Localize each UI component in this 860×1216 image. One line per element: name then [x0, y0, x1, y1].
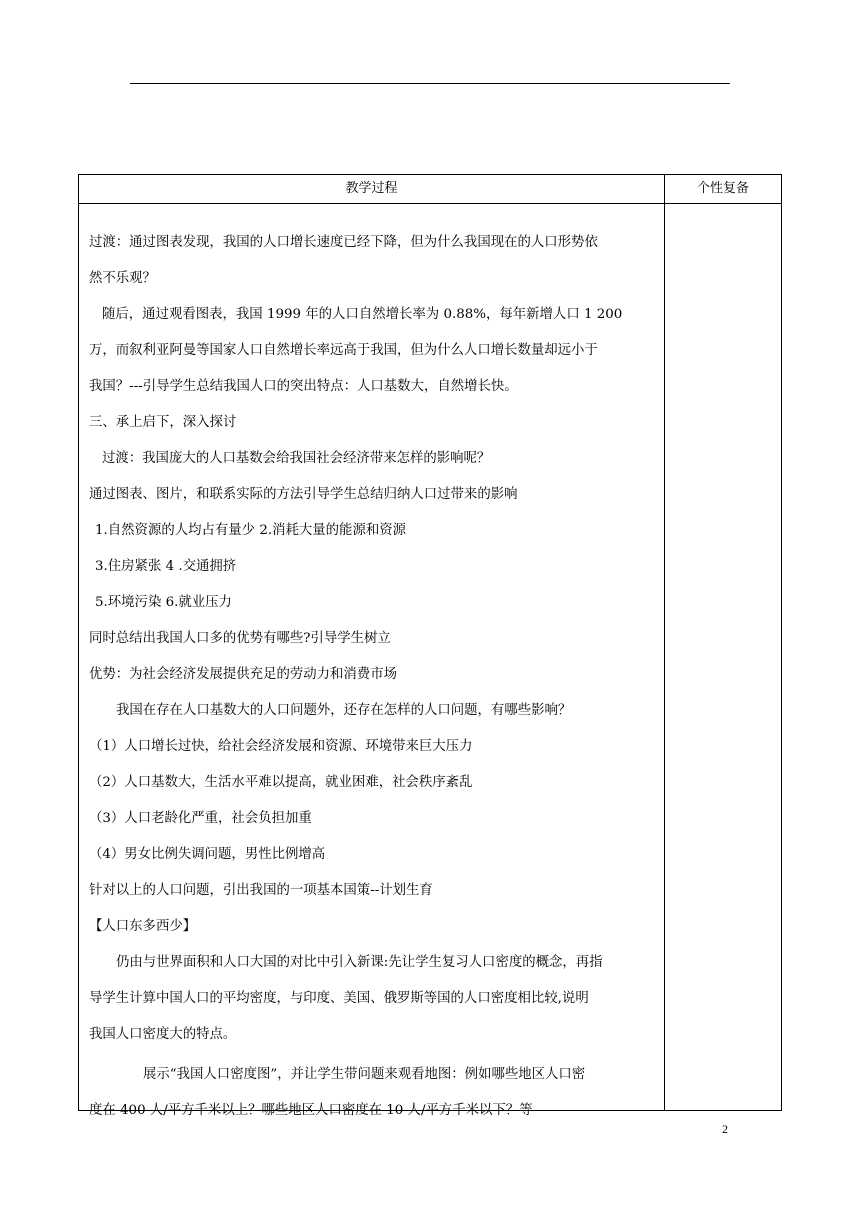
list-item: 1.自然资源的人均占有量少 2.消耗大量的能源和资源 — [95, 523, 407, 538]
text-line: 我国人口密度大的特点。 — [89, 1027, 237, 1042]
section-heading: 【人口东多西少】 — [89, 919, 197, 934]
lesson-table — [78, 174, 782, 1118]
text-line: 针对以上的人口问题，引出我国的一项基本国策--计划生育 — [89, 883, 433, 898]
list-item: （1）人口增长过快，给社会经济发展和资源、环境带来巨大压力 — [89, 739, 473, 754]
text-line: 我国在存在人口基数大的人口问题外，还存在怎样的人口问题，有哪些影响？ — [116, 703, 572, 718]
list-item: （3）人口老龄化严重，社会负担加重 — [89, 811, 312, 826]
text-line: 万，而叙利亚阿曼等国家人口自然增长率远高于我国，但为什么人口增长数量却远小于 — [89, 343, 598, 358]
text-line: 导学生计算中国人口的平均密度，与印度、美国、俄罗斯等国的人口密度相比较,说明 — [89, 991, 589, 1006]
text-line: 通过图表、图片，和联系实际的方法引导学生总结归纳人口过带来的影响 — [89, 487, 518, 502]
header-teaching-process: 教学过程 — [345, 181, 398, 196]
section-heading: 三、承上启下，深入探讨 — [89, 415, 237, 430]
text-line: 然不乐观？ — [89, 271, 156, 286]
header-rule — [130, 83, 730, 84]
text-line: 过渡：我国庞大的人口基数会给我国社会经济带来怎样的影响呢？ — [102, 451, 491, 466]
text-line: 仍由与世界面积和人口大国的对比中引入新课:先让学生复习人口密度的概念，再指 — [116, 955, 603, 970]
text-line: 优势：为社会经济发展提供充足的劳动力和消费市场 — [89, 667, 397, 682]
list-item: （2）人口基数大，生活水平难以提高，就业困难，社会秩序紊乱 — [89, 775, 473, 790]
header-personal-notes: 个性复备 — [696, 181, 749, 196]
page-number: 2 — [722, 1122, 728, 1136]
text-line: 度在 400 人/平方千米以上？哪些地区人口密度在 10 人/平方千米以下？等 — [89, 1103, 533, 1118]
text-line: 过渡：通过图表发现，我国的人口增长速度已经下降，但为什么我国现在的人口形势依 — [89, 235, 598, 250]
text-line: 同时总结出我国人口多的优势有哪些?引导学生树立 — [89, 631, 391, 646]
list-item: 5.环境污染 6.就业压力 — [95, 595, 232, 610]
column-divider — [664, 175, 665, 1110]
list-item: （4）男女比例失调问题，男性比例增高 — [89, 847, 326, 862]
table-header-row — [79, 175, 781, 204]
text-line: 展示“我国人口密度图”，并让学生带问题来观看地图：例如哪些地区人口密 — [143, 1067, 586, 1082]
text-line: 我国？---引导学生总结我国人口的突出特点：人口基数大，自然增长快。 — [89, 379, 518, 394]
list-item: 3.住房紧张 4 .交通拥挤 — [95, 559, 237, 574]
text-line: 随后，通过观看图表，我国 1999 年的人口自然增长率为 0.88%，每年新增人口 1 200 — [102, 307, 623, 322]
